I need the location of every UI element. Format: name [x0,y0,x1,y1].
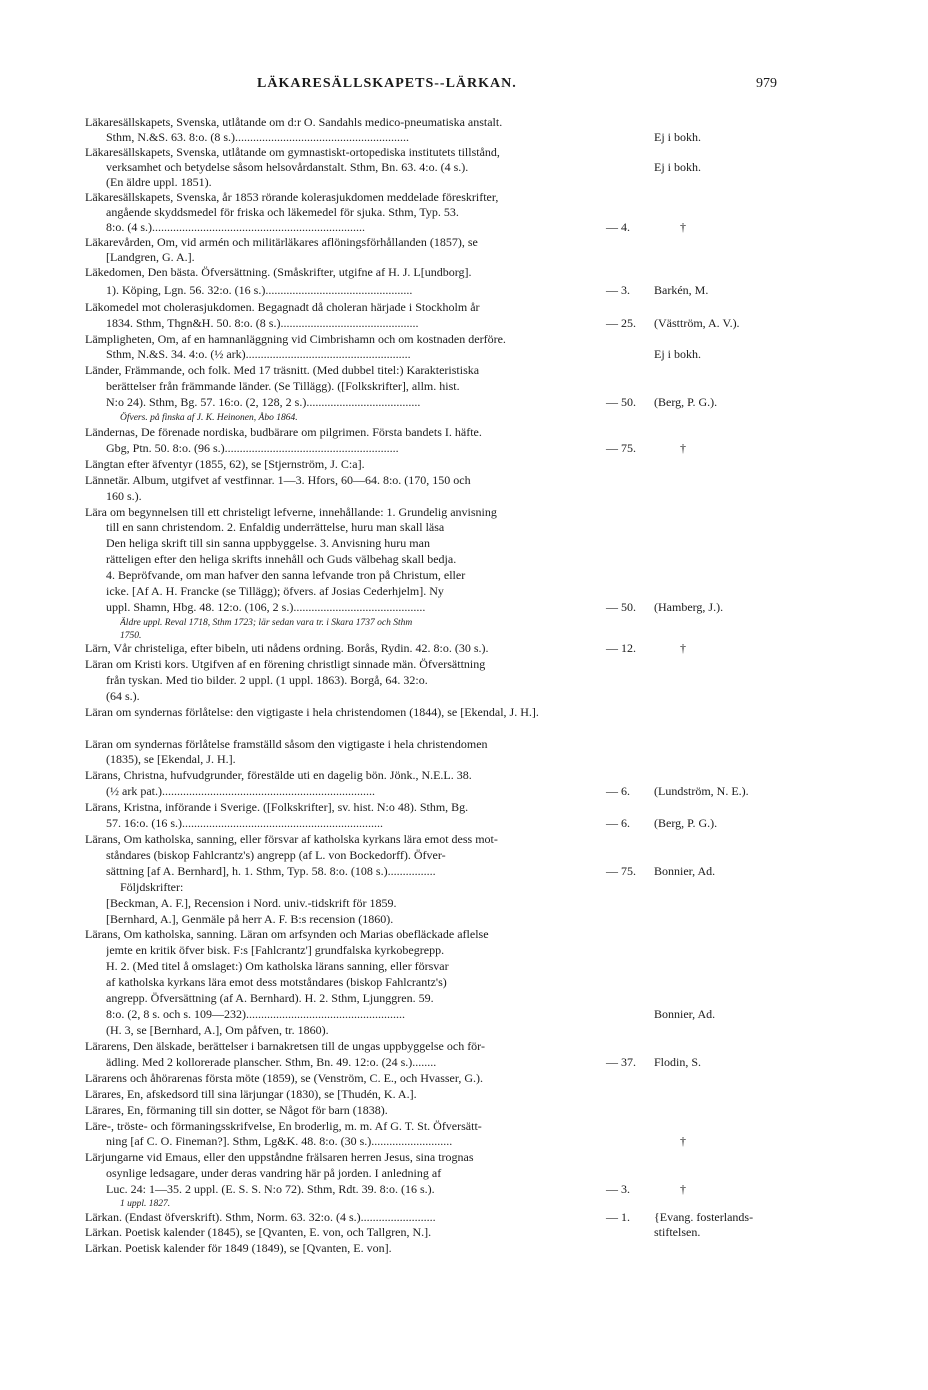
entry-text: (En äldre uppl. 1851). [106,175,212,189]
entry-text: (64 s.). [106,689,140,703]
entry-line [0,1134,928,1149]
entry-text: af katholska kyrkans lära emot dess motståndares (biskop Fahlcrantz's) [106,975,447,989]
entry-line [0,536,928,551]
entry-line [0,880,928,895]
entry-line [0,175,928,190]
entry-line [0,584,928,599]
entry-text: (1835), se [Ekendal, J. H.]. [106,752,236,766]
entry-text: Den heliga skrift till sin sanna uppbyggelse. 3. Anvisning huru man [106,536,430,550]
entry-line [0,832,928,847]
entry-text: uppl. Shamn, Hbg. 48. 12:o. (106, 2 s.)............................................ [106,600,426,614]
entry-text: Följdskrifter: [120,880,184,894]
entry-text: Lärjungarne vid Emaus, eller den uppståndne frälsaren herren Jesus, sina trognas [85,1150,474,1164]
entry-price: — 75. [606,441,636,455]
entry-text: Läkaresällskapets, Svenska, utlåtande om d:r O. Sandahls medico-pneumatiska anstalt. [85,115,503,129]
entry-line [0,1039,928,1054]
entry-publisher-note: Bonnier, Ad. [654,864,716,878]
entry-text: verksamhet och betydelse såsom helsovårdanstalt. Sthm, Bn. 63. 4:o. (4 s.). [106,160,469,174]
entry-line [0,705,928,720]
entry-text: 57. 16:o. (16 s.)................................................................... [106,816,383,830]
entry-line [0,657,928,672]
entry-line [0,457,928,472]
entry-line [0,896,928,911]
page-number: 979 [756,76,777,91]
entry-line [0,379,928,394]
entry-text: angrepp. Öfversättning (af A. Bernhard). H. 2. Sthm, Ljunggren. 59. [106,991,434,1005]
entry-line [0,1241,928,1256]
entry-line [0,768,928,783]
entry-publisher-note: (Västtröm, A. V.). [654,316,740,330]
entry-text: ning [af C. O. Fineman?]. Sthm, Lg&K. 48. 8:o. (30 s.)........................... [106,1134,453,1148]
entry-line [0,1225,928,1240]
entry-text: Lärans, Christna, hufvudgrunder, förestälde uti en dagelig bön. Jönk., N.E.L. 38. [85,768,472,782]
entry-line [0,568,928,583]
entry-publisher-note: (Berg, P. G.). [654,395,718,409]
entry-line [0,489,928,504]
running-title: LÄKARESÄLLSKAPETS--LÄRKAN. [257,76,517,91]
entry-text: Öfvers. på finska af J. K. Heinonen, Åbo 1864. [120,413,298,423]
entry-line [0,943,928,958]
entry-line [0,600,928,615]
entry-line [0,752,928,767]
entry-text: Ländernas, De förenade nordiska, budbärare om pilgrimen. Första bandets I. häfte. [85,425,482,439]
entry-line [0,265,928,280]
entry-line [0,235,928,250]
entry-price: — 25. [606,316,636,330]
entry-line [0,641,928,656]
entry-price: — 3. [606,1182,630,1196]
entry-line [0,975,928,990]
entry-line [0,347,928,362]
entry-text: Lärares, En, förmaning till sin dotter, se Något för barn (1838). [85,1103,388,1117]
entry-line [0,1071,928,1086]
entry-text: icke. [Af A. H. Francke (se Tillägg); öfvers. af Josias Cederhjelm]. Ny [106,584,444,598]
entry-text: Lärarens, Den älskade, berättelser i barnakretsen till de ungas uppbyggelse och för- [85,1039,485,1053]
entry-text: 8:o. (4 s.)....................................................................... [106,220,365,234]
entry-line [0,927,928,942]
entry-line [0,363,928,378]
entry-text: 160 s.). [106,489,142,503]
entry-line [0,115,928,130]
entry-line [0,1103,928,1118]
entry-line [0,784,928,799]
entry-line [0,912,928,927]
entry-text: Lärans, Kristna, införande i Sverige. ([Folkskrifter], sv. hist. N:o 48). Sthm, Bg. [85,800,469,814]
entry-price: — 4. [606,220,630,234]
entry-line [0,848,928,863]
entry-text: sättning [af A. Bernhard], h. 1. Sthm, Typ. 58. 8:o. (108 s.)................ [106,864,436,878]
entry-line [0,411,928,426]
entry-line [0,395,928,410]
entry-text: Lämpligheten, Om, af en hamnanläggning vid Cimbrishamn och om kostnaden derföre. [85,332,506,346]
entry-publisher-note: † [680,1134,686,1148]
entry-line [0,673,928,688]
entry-line [0,1210,928,1225]
entry-text: Läkomedel mot cholerasjukdomen. Begagnadt då choleran härjade i Stockholm år [85,300,480,314]
entry-text: ståndares (biskop Fahlcrantz's) angrepp (af L. von Bockedorff). Öfver- [106,848,446,862]
entry-text: Lärkan. Poetisk kalender för 1849 (1849), se [Qvanten, E. von]. [85,1241,392,1255]
entry-line [0,130,928,145]
entry-line [0,991,928,1006]
entry-text: H. 2. (Med titel å omslaget:) Om katholska lärans sanning, eller försvar [106,959,449,973]
entry-text: (H. 3, se [Bernhard, A.], Om påfven, tr. 1860). [106,1023,329,1037]
entry-line [0,864,928,879]
entry-publisher-note: † [680,441,686,455]
entry-text: 1 uppl. 1827. [120,1199,171,1209]
entry-publisher-note: Bonnier, Ad. [654,1007,716,1021]
entry-publisher-note: (Lundström, N. E.). [654,784,749,798]
entry-publisher-note: Flodin, S. [654,1055,702,1069]
entry-line [0,959,928,974]
entry-price: — 1. [606,1210,630,1224]
entry-text: Läre-, tröste- och förmaningsskrifvelse, En broderlig, m. m. Af G. T. St. Öfversätt- [85,1119,482,1133]
entry-publisher-note: {Evang. fosterlands- [654,1210,754,1224]
entry-publisher-note: Ej i bokh. [654,160,701,174]
entry-line [0,1023,928,1038]
entry-line [0,689,928,704]
entry-line [0,1182,928,1197]
entry-publisher-note: stiftelsen. [654,1225,701,1239]
entry-line [0,283,928,298]
entry-text: Lärarens och åhörarenas första möte (1859), se (Venström, C. E., och Hvasser, G.). [85,1071,484,1085]
entry-text: Länder, Främmande, och folk. Med 17 träsnitt. (Med dubbel titel:) Karakteristiska [85,363,480,377]
entry-line [0,160,928,175]
entry-line [0,316,928,331]
entry-text: från tyskan. Med tio bilder. 2 uppl. (1 uppl. 1863). Borgå, 64. 32:o. [106,673,428,687]
entry-publisher-note: (Hamberg, J.). [654,600,724,614]
entry-text: 1750. [120,631,142,641]
entry-line [0,145,928,160]
entry-text: 1). Köping, Lgn. 56. 32:o. (16 s.)................................................. [106,283,413,297]
entry-text: jemte en kritik öfver bisk. F:s [Fahlcrantz'] grundfalska kyrkobegrepp. [106,943,445,957]
entry-text: 1834. Sthm, Thgn&H. 50. 8:o. (8 s.).............................................. [106,316,419,330]
entry-text: Gbg, Ptn. 50. 8:o. (96 s.).......................................................... [106,441,399,455]
entry-publisher-note: Ej i bokh. [654,130,701,144]
entry-price: — 6. [606,816,630,830]
entry-publisher-note: Barkén, M. [654,283,709,297]
entry-price: — 6. [606,784,630,798]
entry-text: Lärans, Om katholska, sanning, eller försvar af katholska kyrkans lära emot dess mot- [85,832,498,846]
entry-line [0,520,928,535]
entry-text: [Bernhard, A.], Genmäle på herr A. F. B:s recension (1860). [106,912,394,926]
entry-line [0,205,928,220]
entry-text: 8:o. (2, 8 s. och s. 109—232)..................................................... [106,1007,405,1021]
entry-text: Lärn, Vår christeliga, efter bibeln, uti nådens ordning. Borås, Rydin. 42. 8:o. (30 s.). [85,641,489,655]
entry-line [0,1119,928,1134]
entry-line [0,473,928,488]
entry-text: Lärkan. (Endast öfverskrift). Sthm, Norm. 63. 32:o. (4 s.)......................... [85,1210,436,1224]
entry-line [0,816,928,831]
entry-price: — 3. [606,283,630,297]
entry-text: till en sann christendom. 2. Enfaldig underrättelse, huru man skall läsa [106,520,445,534]
entry-line [0,1166,928,1181]
entry-text: Läran om syndernas förlåtelse: den vigtigaste i hela christendomen (1844), se [Ekendal, J. H.]. [85,705,539,719]
entry-publisher-note: Ej i bokh. [654,347,701,361]
entry-line [0,250,928,265]
entry-line [0,332,928,347]
entry-text: Läkaresällskapets, Svenska, år 1853 rörande kolerasjukdomen meddelade föreskrifter, [85,190,499,204]
entry-text: Lärares, En, afskedsord till sina lärjungar (1830), se [Thudén, K. A.]. [85,1087,417,1101]
entry-text: 4. Bepröfvande, om man hafver den sanna lefvande tron på Christum, eller [106,568,466,582]
entry-line [0,800,928,815]
entry-price: — 12. [606,641,636,655]
entry-text: Läran om Kristi kors. Utgifven af en förening christligt sinnade män. Öfversättning [85,657,486,671]
entry-text: Sthm, N.&S. 34. 4:o. (½ ark)....................................................... [106,347,411,361]
entry-line [0,505,928,520]
entry-text: Luc. 24: 1—35. 2 uppl. (E. S. S. N:o 72). Sthm, Rdt. 39. 8:o. (16 s.). [106,1182,435,1196]
entry-price: — 75. [606,864,636,878]
entry-text: Lärans, Om katholska, sanning. Läran om arfsynden och Marias obefläckade aflelse [85,927,489,941]
entry-price: — 37. [606,1055,636,1069]
entry-text: Äldre uppl. Reval 1718, Sthm 1723; lär sedan vara tr. i Skara 1737 och Sthm [120,618,413,628]
entry-text: [Landgren, G. A.]. [106,250,195,264]
entry-text: Läran om syndernas förlåtelse framställd såsom den vigtigaste i hela christendomen [85,737,488,751]
entry-publisher-note: † [680,641,686,655]
entry-line [0,552,928,567]
entry-text: Sthm, N.&S. 63. 8:o. (8 s.).......................................................... [106,130,410,144]
entry-publisher-note: † [680,1182,686,1196]
entry-text: Lära om begynnelsen till ett christeligt lefverne, innehållande: 1. Grundelig anvisning [85,505,497,519]
entry-line [0,737,928,752]
entry-text: [Beckman, A. F.], Recension i Nord. univ.-tidskrift för 1859. [106,896,397,910]
entry-text: osynlige ledsagare, under deras vandring här på jorden. I anledning af [106,1166,442,1180]
entry-line [0,300,928,315]
entry-line [0,425,928,440]
entry-price: — 50. [606,600,636,614]
entry-publisher-note: (Berg, P. G.). [654,816,718,830]
entry-text: Längtan efter äfventyr (1855, 62), se [Stjernström, J. C:a]. [85,457,365,471]
entry-line [0,1007,928,1022]
entry-text: Läkarevården, Om, vid armén och militärläkares aflöningsförhållanden (1857), se [85,235,478,249]
entry-text: Lännetär. Album, utgifvet af vestfinnar. 1—3. Hfors, 60—64. 8:o. (170, 150 och [85,473,471,487]
entry-text: Läkedomen, Den bästa. Öfversättning. (Småskrifter, utgifne af H. J. L[undborg]. [85,265,472,279]
entry-text: (½ ark pat.)....................................................................... [106,784,375,798]
entry-text: ädling. Med 2 kollorerade planscher. Sthm, Bn. 49. 12:o. (24 s.)........ [106,1055,437,1069]
entry-line [0,441,928,456]
entry-price: — 50. [606,395,636,409]
entry-text: berättelser från främmande länder. (Se Tillägg). ([Folkskrifter], allm. hist. [106,379,460,393]
entry-line [0,220,928,235]
entry-line [0,1150,928,1165]
entry-text: N:o 24). Sthm, Bg. 57. 16:o. (2, 128, 2 s.)...................................... [106,395,421,409]
entry-text: Lärkan. Poetisk kalender (1845), se [Qvanten, E. von, och Tallgren, N.]. [85,1225,432,1239]
entry-line [0,190,928,205]
entry-text: rätteligen efter den heliga skrifts innehåll och Guds välbehag skall bedja. [106,552,457,566]
entry-line [0,1087,928,1102]
entry-text: Läkaresällskapets, Svenska, utlåtande om gymnastiskt-ortopediska institutets tillstånd, [85,145,500,159]
entry-text: angående skyddsmedel för friska och läkemedel för sjuka. Sthm, Typ. 53. [106,205,459,219]
entry-publisher-note: † [680,220,686,234]
entry-line [0,1055,928,1070]
